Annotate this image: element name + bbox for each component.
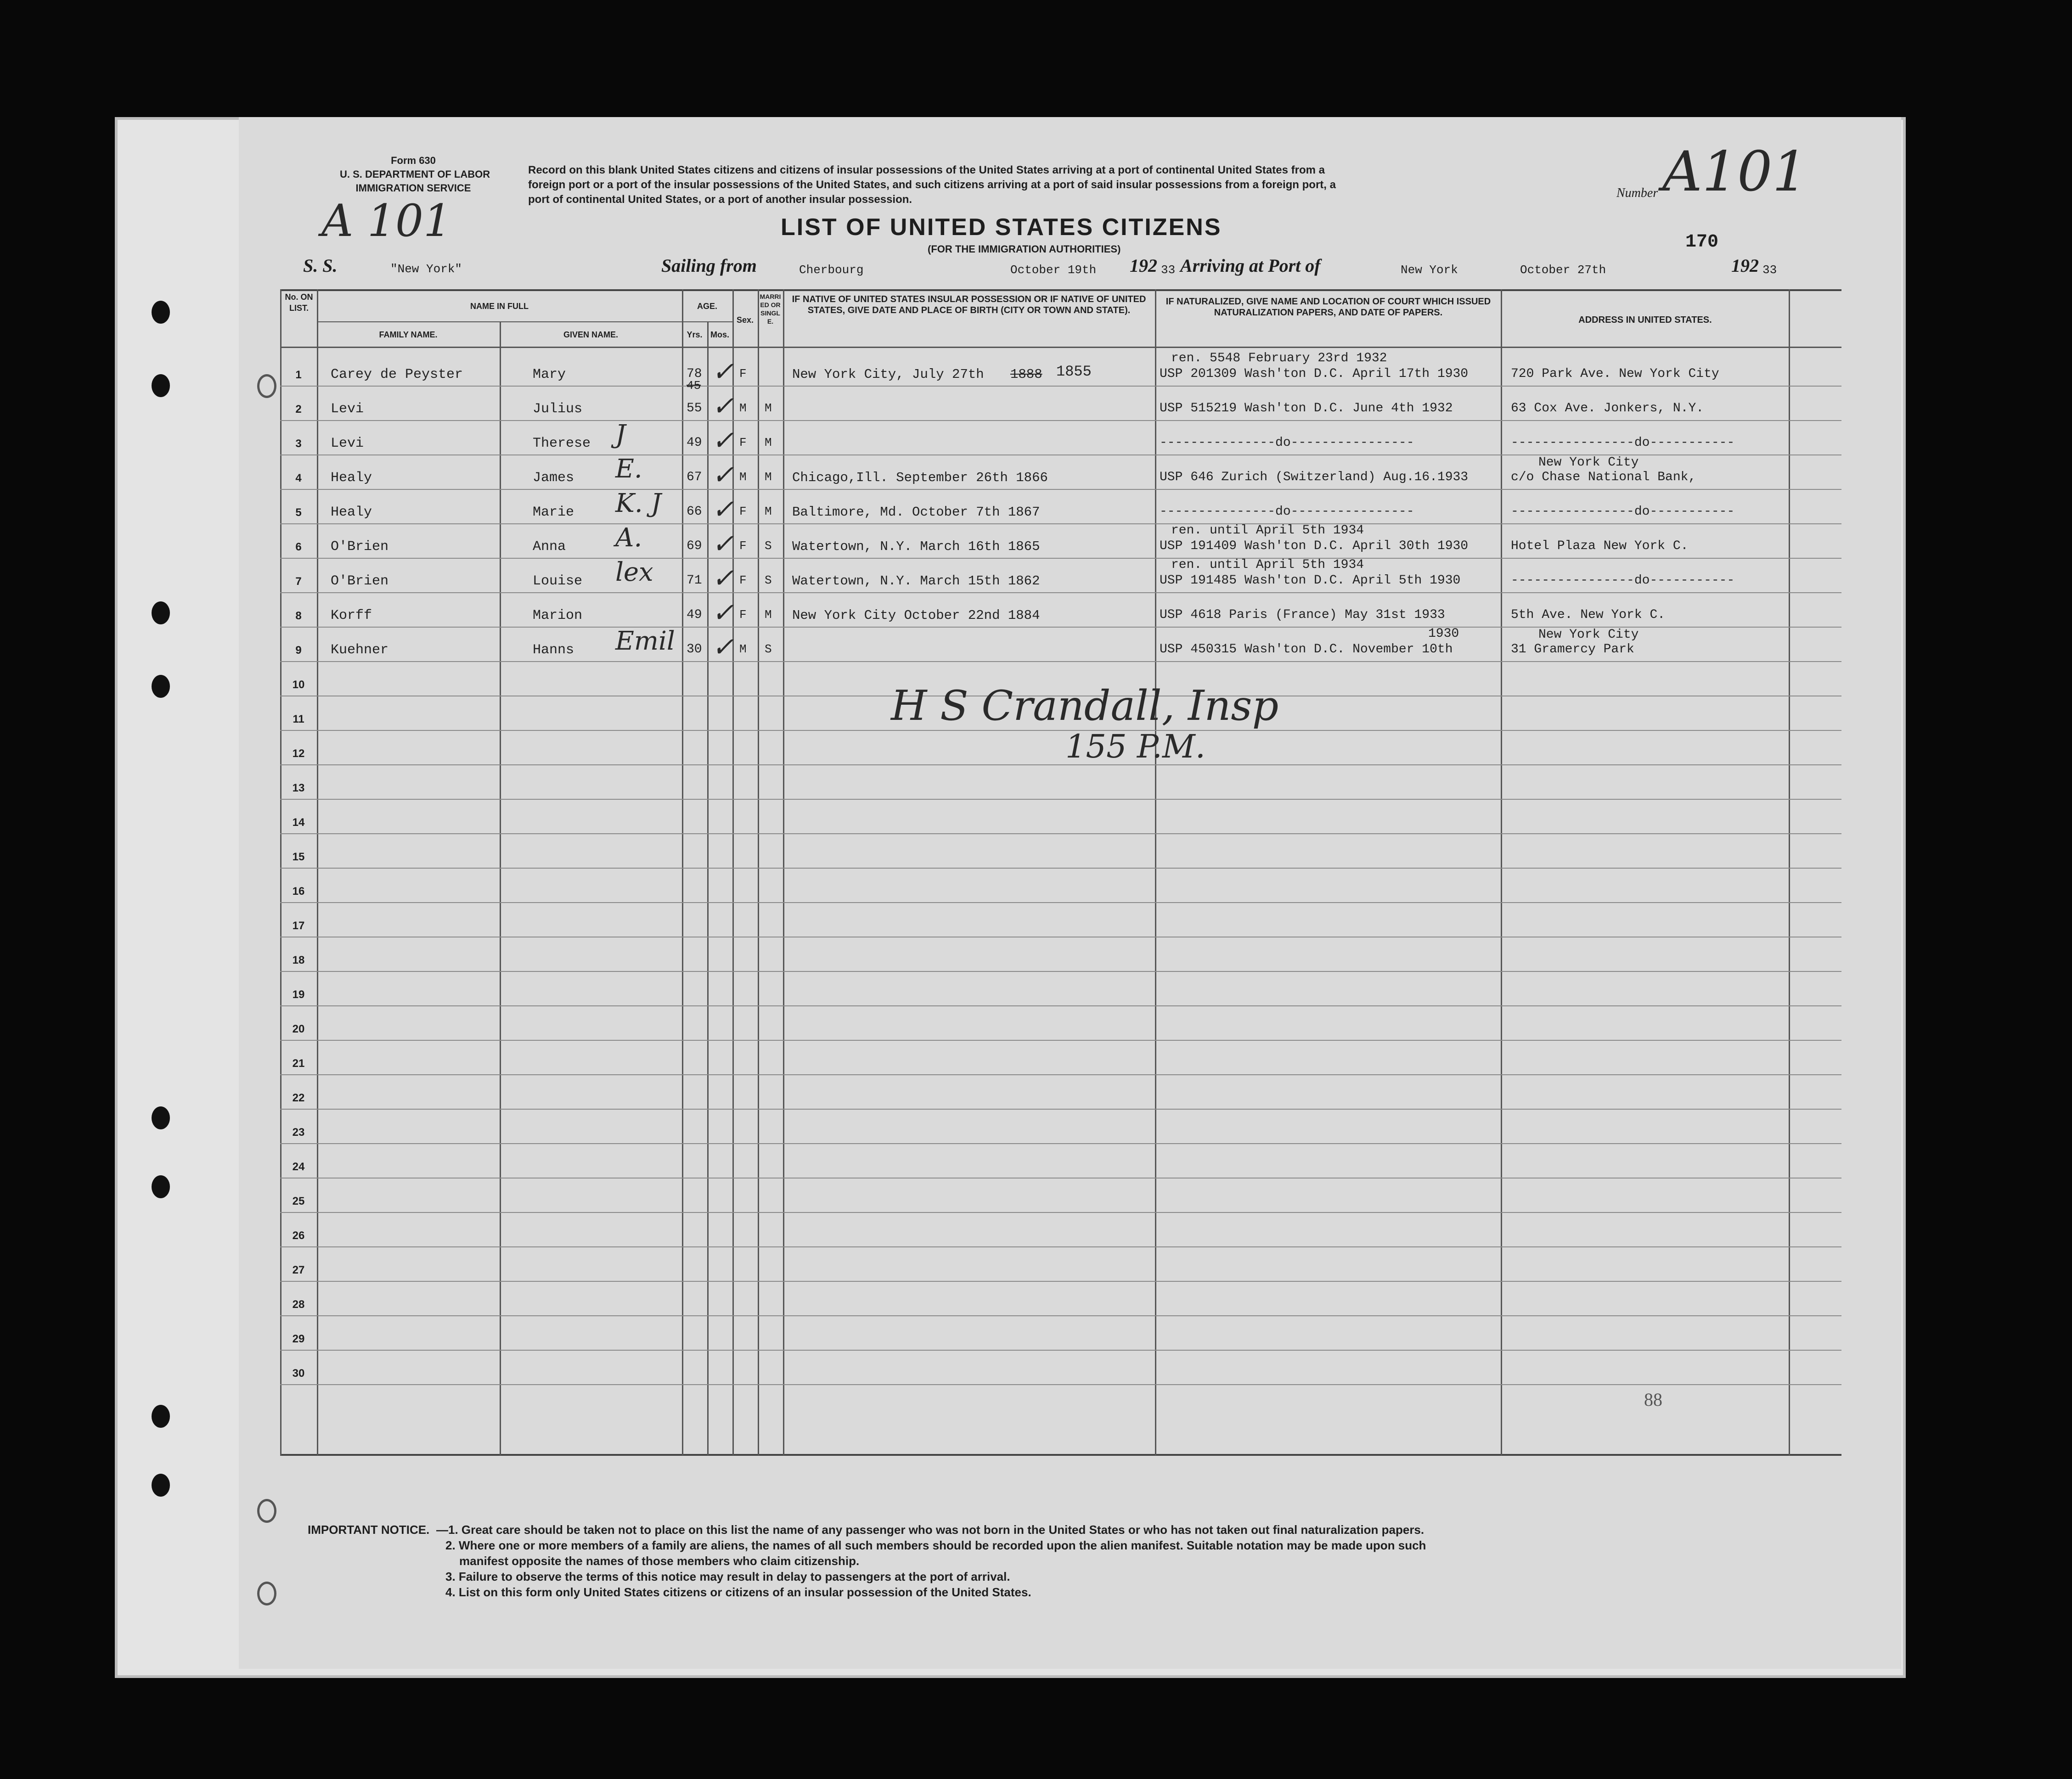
header-bottom-rule [280, 347, 1841, 348]
given-name: Louise [533, 573, 583, 589]
address: 31 Gramercy Park [1511, 642, 1634, 657]
row-rule [280, 868, 1841, 869]
row-number: 11 [293, 713, 304, 725]
open-hole [257, 1499, 276, 1523]
check-mark: ✓ [712, 631, 734, 662]
given-name: Julius [533, 401, 583, 417]
age-years: 49 [687, 436, 702, 450]
row-number: 10 [292, 679, 305, 691]
row-number: 27 [292, 1264, 305, 1276]
col-rule [682, 289, 683, 1455]
page-title: LIST OF UNITED STATES CITIZENS [781, 214, 1222, 241]
age-struck: 45 [687, 379, 701, 393]
naturalization-record: USP 4618 Paris (France) May 31st 1933 [1160, 608, 1445, 622]
address: 5th Ave. New York C. [1511, 608, 1666, 622]
notice-item: 2. Where one or more members of a family are aliens, the names of all such members should be recorded upon the alien manifest. Suitable notation may be made upon such [445, 1538, 1426, 1552]
sailing-year-suffix: 33 [1161, 263, 1176, 277]
col-naturalized: IF NATURALIZED, GIVE NAME AND LOCATION OF COURT WHICH ISSUED NATURALIZATION PAPERS, AND DATE OF PAPERS. [1166, 297, 1491, 318]
row-rule [280, 558, 1841, 559]
binder-hole [152, 1106, 170, 1129]
row-rule [280, 1281, 1841, 1282]
row-number: 25 [292, 1195, 305, 1207]
row-rule [280, 1384, 1841, 1385]
instructions: Record on this blank United States citizens and citizens of insular possessions of the United States arriving at a port of continental United States from a foreign port or a port of the insular possessions of the United States, and such citizens arriving at a port of said insular possessions from a foreign port, a port of continental United States, or a port of another insular possession. [528, 164, 1336, 206]
sex: F [739, 573, 747, 587]
binder-hole [152, 1175, 170, 1198]
row-rule [280, 1040, 1841, 1041]
naturalization-record: USP 191409 Wash'ton D.C. April 30th 1930 [1160, 539, 1469, 553]
col-rule [1501, 289, 1502, 1455]
family-name: O'Brien [331, 573, 389, 589]
col-married: MARRIED OR SINGLE. [760, 293, 781, 325]
given-name: Hanns [533, 642, 574, 658]
sex: M [739, 642, 747, 656]
row-rule [280, 1350, 1841, 1351]
naturalization-note: ren. 5548 February 23rd 1932 [1171, 351, 1387, 365]
check-mark: ✓ [712, 494, 734, 525]
handwritten-initial: lex [615, 557, 653, 587]
family-name: Korff [331, 608, 372, 623]
col-rule [280, 289, 282, 1455]
row-number: 6 [295, 541, 302, 553]
open-hole [257, 374, 276, 398]
age-years: 71 [687, 573, 702, 588]
age-sub-rule [682, 321, 732, 322]
col-no: No. ON LIST. [285, 292, 313, 313]
row-number: 4 [295, 472, 302, 484]
age-years: 67 [687, 470, 702, 484]
binder-hole [152, 1474, 170, 1497]
family-name: Levi [331, 436, 364, 451]
col-sex: Sex. [736, 315, 754, 325]
age-years: 30 [687, 642, 702, 657]
col-rule [500, 321, 501, 1455]
birth-place-date: New York City, July 27th [792, 367, 984, 382]
address: 720 Park Ave. New York City [1511, 367, 1719, 381]
row-rule [280, 833, 1841, 834]
page-number: 170 [1685, 232, 1719, 253]
birth-year-struck: 1888 [1010, 367, 1042, 382]
handwritten-initial: J [615, 420, 626, 449]
given-name: Therese [533, 436, 591, 451]
row-rule [280, 1246, 1841, 1247]
row-number: 7 [295, 575, 302, 588]
check-mark: ✓ [712, 459, 734, 490]
row-rule [280, 489, 1841, 490]
address: Hotel Plaza New York C. [1511, 539, 1689, 553]
sex: M [739, 470, 747, 484]
marital-status: M [765, 608, 772, 622]
family-name: Kuehner [331, 642, 389, 658]
col-family-name: FAMILY NAME. [379, 330, 438, 339]
address-line: New York City [1538, 628, 1639, 642]
notice-item: 4. List on this form only United States citizens or citizens of an insular possession of the United States. [445, 1585, 1031, 1599]
col-yrs: Yrs. [687, 330, 703, 339]
birth-place-date: Chicago,Ill. September 26th 1866 [792, 470, 1048, 485]
naturalization-note: ren. until April 5th 1934 [1171, 558, 1364, 572]
row-rule [280, 523, 1841, 524]
age-years: 66 [687, 505, 702, 519]
row-number: 22 [292, 1092, 305, 1104]
form-id-block [340, 154, 490, 195]
marital-status: M [765, 401, 772, 415]
sex: F [739, 436, 747, 449]
row-rule [280, 1074, 1841, 1075]
address: ----------------do----------- [1511, 573, 1735, 588]
arriving-label: Arriving at Port of [1180, 255, 1321, 276]
birth-place-date: New York City October 22nd 1884 [792, 608, 1040, 623]
sailing-from-label: Sailing from [661, 255, 757, 276]
notice-item: manifest opposite the names of those members who claim citizenship. [459, 1554, 860, 1568]
binder-hole [152, 1405, 170, 1428]
handwritten-initial: Emil [615, 626, 675, 656]
name-sub-rule [317, 321, 682, 322]
row-rule [280, 386, 1841, 387]
notice-item: —1. Great care should be taken not to place on this list the name of any passenger who was not born in the United States or who has not taken out final naturalization papers. [436, 1523, 1424, 1537]
sailing-year-prefix: 192 [1130, 255, 1157, 276]
family-name: Healy [331, 470, 372, 486]
row-number: 9 [295, 644, 302, 657]
birth-place-date: Watertown, N.Y. March 16th 1865 [792, 539, 1040, 554]
naturalization-note: 1930 [1428, 627, 1459, 641]
arriving-date: October 27th [1520, 263, 1606, 277]
table-bottom-rule [280, 1454, 1841, 1456]
ss-label: S. S. [303, 255, 338, 276]
row-rule [280, 764, 1841, 765]
inspector-time: 155 P.M. [1065, 728, 1205, 765]
sex: F [739, 539, 747, 553]
age-years: 69 [687, 539, 702, 553]
given-name: Mary [533, 367, 566, 382]
marital-status: S [765, 539, 772, 553]
family-name: O'Brien [331, 539, 389, 555]
sex: F [739, 505, 747, 518]
given-name: James [533, 470, 574, 486]
naturalization-record: USP 646 Zurich (Switzerland) Aug.16.1933 [1160, 470, 1469, 484]
col-birth: IF NATIVE OF UNITED STATES INSULAR POSSESSION OR IF NATIVE OF UNITED STATES, GIVE DATE AND PLACE OF BIRTH (CITY OR TOWN AND STATE). [792, 294, 1146, 315]
binder-hole [152, 301, 170, 324]
table-top-rule [280, 289, 1841, 291]
birth-place-date: Baltimore, Md. October 7th 1867 [792, 505, 1040, 520]
col-mos: Mos. [710, 330, 729, 339]
address: c/o Chase National Bank, [1511, 470, 1696, 484]
check-mark: ✓ [712, 390, 734, 421]
number-value: A101 [1662, 140, 1807, 204]
form-number: Form 630 [391, 155, 436, 166]
address: ----------------do----------- [1511, 436, 1735, 450]
age-years: 49 [687, 608, 702, 622]
row-number: 12 [292, 747, 305, 760]
row-number: 19 [292, 988, 305, 1001]
age-years: 55 [687, 401, 702, 415]
row-number: 23 [292, 1126, 305, 1139]
sailing-port: Cherbourg [799, 263, 864, 277]
arriving-year-suffix: 33 [1762, 263, 1777, 277]
row-rule [280, 592, 1841, 593]
row-number: 28 [292, 1298, 305, 1311]
naturalization-record: USP 201309 Wash'ton D.C. April 17th 1930 [1160, 367, 1469, 381]
naturalization-record: ---------------do---------------- [1160, 436, 1414, 450]
naturalization-record: ---------------do---------------- [1160, 505, 1414, 519]
row-number: 18 [292, 954, 305, 966]
row-rule [280, 1143, 1841, 1144]
row-number: 30 [292, 1367, 305, 1380]
check-mark: ✓ [712, 356, 734, 387]
sailing-date: October 19th [1010, 263, 1097, 277]
row-number: 15 [292, 851, 305, 863]
col-rule [758, 289, 759, 1455]
marital-status: M [765, 470, 772, 484]
row-number: 24 [292, 1161, 305, 1173]
binder-hole [152, 601, 170, 624]
row-rule [280, 1178, 1841, 1179]
row-rule [280, 971, 1841, 972]
birth-place-date: Watertown, N.Y. March 15th 1862 [792, 573, 1040, 589]
age-years: 78 [687, 367, 702, 381]
col-age: AGE. [697, 302, 717, 311]
row-number: 29 [292, 1333, 305, 1345]
row-number: 16 [292, 885, 305, 898]
given-name: Marion [533, 608, 583, 623]
open-hole [257, 1582, 276, 1605]
row-number: 17 [292, 920, 305, 932]
address-line: New York City [1538, 455, 1639, 470]
handwritten-initial: E. [615, 454, 642, 484]
marital-status: M [765, 505, 772, 518]
arriving-port: New York [1401, 263, 1458, 277]
handwritten-initial: K. J [615, 488, 661, 518]
row-number: 20 [292, 1023, 305, 1035]
naturalization-record: USP 450315 Wash'ton D.C. November 10th [1160, 642, 1453, 657]
row-rule [280, 661, 1841, 662]
manifest-page [239, 117, 1901, 1669]
naturalization-record: USP 515219 Wash'ton D.C. June 4th 1932 [1160, 401, 1453, 415]
family-name: Healy [331, 505, 372, 520]
row-rule [280, 799, 1841, 800]
page-subtitle: (FOR THE IMMIGRATION AUTHORITIES) [928, 243, 1121, 255]
binder-hole [152, 675, 170, 698]
marital-status: S [765, 642, 772, 656]
col-rule [707, 321, 709, 1455]
row-rule [280, 730, 1841, 731]
col-name-in-full: NAME IN FULL [470, 302, 529, 311]
naturalization-record: USP 191485 Wash'ton D.C. April 5th 1930 [1160, 573, 1461, 588]
arriving-year-prefix: 192 [1731, 255, 1759, 276]
binder-hole [152, 374, 170, 397]
row-number: 1 [295, 369, 302, 381]
inspector-signature: H S Crandall, Insp [891, 682, 1279, 730]
col-address: ADDRESS IN UNITED STATES. [1578, 315, 1712, 325]
row-number: 21 [292, 1057, 305, 1070]
given-name: Marie [533, 505, 574, 520]
col-given-name: GIVEN NAME. [563, 330, 618, 339]
row-rule [280, 1212, 1841, 1213]
col-rule [1789, 289, 1790, 1455]
row-number: 14 [292, 816, 305, 829]
row-number: 2 [295, 403, 302, 415]
check-mark: ✓ [712, 528, 734, 559]
corner-number: 88 [1644, 1389, 1662, 1410]
check-mark: ✓ [712, 597, 734, 628]
family-name: Carey de Peyster [331, 367, 463, 382]
sex: F [739, 367, 747, 381]
row-rule [280, 902, 1841, 903]
row-rule [280, 1005, 1841, 1006]
row-rule [280, 1315, 1841, 1316]
row-number: 13 [292, 782, 305, 794]
marital-status: M [765, 436, 772, 449]
row-number: 8 [295, 610, 302, 622]
check-mark: ✓ [712, 425, 734, 456]
check-mark: ✓ [712, 562, 734, 594]
row-rule [280, 1109, 1841, 1110]
row-number: 3 [295, 438, 302, 450]
sex: M [739, 401, 747, 415]
given-name: Anna [533, 539, 566, 555]
col-rule [317, 289, 318, 1455]
number-label: Number [1616, 186, 1658, 200]
handwritten-list-mark: A 101 [321, 195, 452, 247]
notice-heading: IMPORTANT NOTICE. [308, 1523, 430, 1537]
col-rule [783, 289, 784, 1455]
address: 63 Cox Ave. Jonkers, N.Y. [1511, 401, 1704, 415]
birth-year: 1855 [1056, 363, 1092, 380]
department: U. S. DEPARTMENT OF LABOR [340, 168, 490, 180]
family-name: Levi [331, 401, 364, 417]
row-number: 5 [295, 506, 302, 519]
service: IMMIGRATION SERVICE [355, 182, 471, 194]
naturalization-note: ren. until April 5th 1934 [1171, 523, 1364, 538]
notice-item: 3. Failure to observe the terms of this notice may result in delay to passengers at the port of arrival. [445, 1570, 1010, 1583]
row-rule [280, 420, 1841, 421]
marital-status: S [765, 573, 772, 587]
row-number: 26 [292, 1229, 305, 1242]
col-rule [1155, 289, 1156, 1455]
address: ----------------do----------- [1511, 505, 1735, 519]
sex: F [739, 608, 747, 622]
handwritten-initial: A. [615, 523, 642, 553]
ship-name: "New York" [390, 262, 462, 276]
